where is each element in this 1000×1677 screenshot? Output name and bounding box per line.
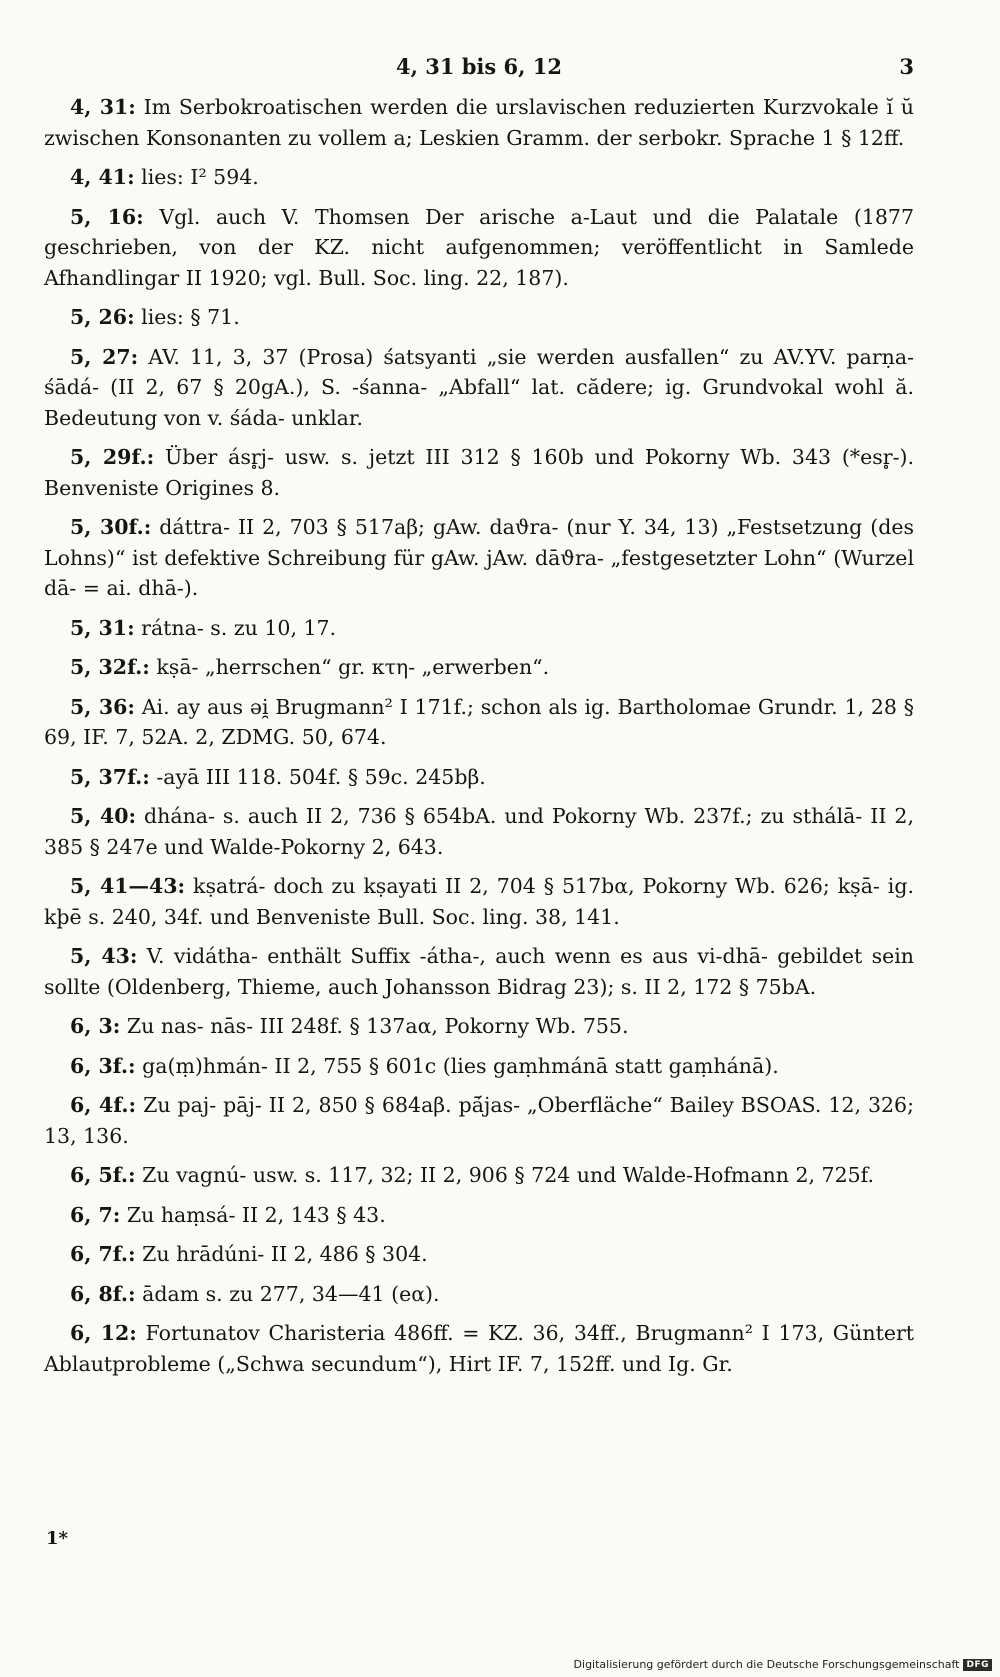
entry-reference: 5, 16: xyxy=(70,204,144,229)
entry-text: Vgl. auch V. Thomsen Der arische a-Laut und die Palatale (1877 geschrieben, von der KZ. nicht aufgenommen; veröffentlicht in Samlede Afhandlingar II 1920; vgl. Bull. Soc. ling. 22, 187). xyxy=(44,204,914,290)
page-header xyxy=(44,48,914,84)
entry-reference: 5, 30f.: xyxy=(70,515,152,539)
entry-reference: 4, 31: xyxy=(70,95,136,119)
entry-reference: 5, 36: xyxy=(70,694,135,719)
entry-reference: 6, 8f.: xyxy=(70,1281,136,1306)
entry xyxy=(44,613,914,644)
entry-text: Im Serbokroatischen werden die urslavischen reduzierten Kurzvokale ĭ ŭ zwischen Konsonanten zu vollem a; Leskien Gramm. der serbokr. Sprache 1 § 12ff. xyxy=(44,95,914,150)
entry-reference: 5, 37f.: xyxy=(70,764,150,789)
entry-text: rátna- s. zu 10, 17. xyxy=(134,615,337,640)
entry-reference: 5, 27: xyxy=(70,344,139,369)
entry xyxy=(44,762,914,793)
entry-text: Zu haṃsá- II 2, 143 § 43. xyxy=(120,1202,386,1227)
entry xyxy=(44,801,914,862)
entry xyxy=(44,512,914,604)
entry-reference: 5, 41—43: xyxy=(70,874,186,898)
entry-list xyxy=(44,92,914,1379)
dfg-logo: DFG xyxy=(963,1659,992,1671)
entry xyxy=(44,1160,914,1191)
entry xyxy=(44,1090,914,1151)
entry-text: AV. 11, 3, 37 (Prosa) śatsyanti „sie werden ausfallen“ zu AV.YV. parṇa-śādá- (II 2, 67 § 20gA.), S. -śanna- „Abfall“ lat. cădere; ig. Grundvokal wohl ă. Bedeutung von v. śáda- unklar. xyxy=(44,344,914,430)
entry-text: lies: § 71. xyxy=(134,305,240,329)
entry xyxy=(44,692,914,753)
entry-text: ādam s. zu 277, 34—41 (eα). xyxy=(135,1281,440,1306)
entry xyxy=(44,941,914,1002)
entry-text: Fortunatov Charisteria 486ff. = KZ. 36, 34ff., Brugmann² I 173, Güntert Ablautprobleme („Schwa secundum“), Hirt IF. 7, 152ff. und Ig. Gr. xyxy=(44,1321,914,1376)
entry-reference: 6, 4f.: xyxy=(70,1093,137,1117)
entry-text: Zu vagnú- usw. s. 117, 32; II 2, 906 § 724 und Walde-Hofmann 2, 725f. xyxy=(135,1163,875,1187)
entry-reference: 6, 7f.: xyxy=(70,1242,136,1266)
entry xyxy=(44,1239,914,1270)
entry xyxy=(44,302,914,333)
entry xyxy=(44,1279,914,1310)
entry-text: lies: I² 594. xyxy=(134,165,259,189)
page-number: 3 xyxy=(899,54,914,79)
entry-reference: 6, 12: xyxy=(70,1321,137,1345)
entry xyxy=(44,442,914,503)
entry xyxy=(44,652,914,683)
entry-reference: 6, 3: xyxy=(70,1014,121,1038)
entry xyxy=(44,1051,914,1082)
entry-reference: 5, 43: xyxy=(70,944,138,968)
entry-reference: 6, 5f.: xyxy=(70,1163,136,1187)
entry xyxy=(44,92,914,153)
entry-text: V. vidátha- enthält Suffix -átha-, auch wenn es aus vi-dhā- gebildet sein sollte (Oldenberg, Thieme, auch Johansson Bidrag 23); s. II 2, 172 § 75bA. xyxy=(44,944,914,999)
entry-reference: 6, 7: xyxy=(70,1202,121,1227)
book-page xyxy=(44,48,914,1388)
running-head: 4, 31 bis 6, 12 xyxy=(395,54,563,79)
entry xyxy=(44,871,914,932)
entry-text: Über ásr̥j- usw. s. jetzt III 312 § 160b und Pokorny Wb. 343 (*esr̥-). Benveniste Origines 8. xyxy=(44,445,915,500)
entry-text: Zu hrādúni- II 2, 486 § 304. xyxy=(135,1242,428,1266)
entry-text: -ayā III 118. 504f. § 59c. 245bβ. xyxy=(149,764,486,789)
entry xyxy=(44,162,914,193)
entry-reference: 5, 32f.: xyxy=(70,655,150,679)
entry xyxy=(44,342,914,434)
footer-credit xyxy=(574,1658,992,1671)
footer-credit-text: Digitalisierung gefördert durch die Deutsche Forschungsgemeinschaft xyxy=(573,1658,960,1671)
entry-text: Zu paj- pāj- II 2, 850 § 684aβ. pā́jas- „Oberfläche“ Bailey BSOAS. 12, 326; 13, 136. xyxy=(44,1093,914,1148)
entry xyxy=(44,1318,914,1379)
entry-text: dáttra- II 2, 703 § 517aβ; gAw. daϑra- (nur Y. 34, 13) „Festsetzung (des Lohns)“ ist defektive Schreibung für gAw. jAw. dāϑra- „festgesetzter Lohn“ (Wurzel dā- = ai. dhā-). xyxy=(44,515,915,600)
entry-text: ga(ṃ)hmán- II 2, 755 § 601c (lies gaṃhmánā statt gaṃhánā). xyxy=(135,1053,779,1078)
entry-reference: 5, 40: xyxy=(70,804,137,828)
entry-text: kṣatrá- doch zu kṣayati II 2, 704 § 517bα, Pokorny Wb. 626; kṣā- ig. kþē s. 240, 34f. und Benveniste Bull. Soc. ling. 38, 141. xyxy=(44,874,914,929)
entry xyxy=(44,202,914,294)
entry-text: Ai. ay aus əi̯ Brugmann² I 171f.; schon als ig. Bartholomae Grundr. 1, 28 § 69, IF. 7, 52A. 2, ZDMG. 50, 674. xyxy=(44,694,914,749)
entry-reference: 5, 26: xyxy=(70,305,135,329)
entry-reference: 5, 29f.: xyxy=(70,445,155,469)
entry xyxy=(44,1011,914,1042)
entry-reference: 5, 31: xyxy=(70,615,135,640)
entry xyxy=(44,1200,914,1231)
entry-text: dhána- s. auch II 2, 736 § 654bA. und Pokorny Wb. 237f.; zu sthálā- II 2, 385 § 247e und Walde-Pokorny 2, 643. xyxy=(44,804,914,859)
signature-mark: 1* xyxy=(46,1528,68,1549)
entry-text: kṣā- „herrschen“ gr. κτη- „erwerben“. xyxy=(149,655,550,679)
entry-text: Zu nas- nās- III 248f. § 137aα, Pokorny Wb. 755. xyxy=(120,1014,629,1038)
entry-reference: 4, 41: xyxy=(70,165,135,189)
entry-reference: 6, 3f.: xyxy=(70,1053,136,1078)
